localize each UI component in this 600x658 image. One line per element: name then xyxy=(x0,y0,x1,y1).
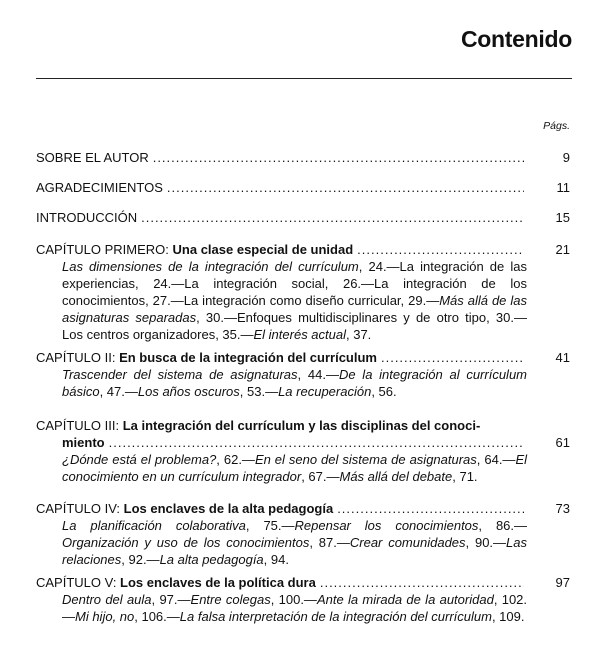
entry-sections xyxy=(62,451,527,485)
section-page-ref: , 64.— xyxy=(476,452,516,467)
entry-heading xyxy=(36,500,570,517)
section-page-ref: , 97.— xyxy=(151,592,191,607)
entry-label: CAPÍTULO II: xyxy=(36,350,120,365)
entry-heading-line1 xyxy=(36,417,570,434)
entry-label: CAPÍTULO PRIMERO: xyxy=(36,242,173,257)
entry-label: CAPÍTULO III: xyxy=(36,418,123,433)
section-title: Las relaciones xyxy=(62,535,528,567)
entry-sections xyxy=(62,591,527,625)
section-title: De la integración al currículum básico xyxy=(62,367,528,399)
section-title: La planificación colaborativa xyxy=(62,518,246,533)
section-page-ref: , 30.—Enfoques multidisciplinares y de otro tipo, 30.—Los centros organizadores, 35.— xyxy=(62,310,527,342)
dot-leader xyxy=(337,500,524,517)
section-page-ref: , 47.— xyxy=(99,384,138,399)
entry-heading xyxy=(36,241,570,258)
section-page-ref: , 106.— xyxy=(134,609,180,624)
section-page-ref: , 100.— xyxy=(270,592,317,607)
section-title: Ante la mirada de la autoridad xyxy=(316,592,494,607)
section-title: Las dimensiones de la integración del currículum xyxy=(62,259,359,274)
entry-title: En busca de la integración del currículum xyxy=(119,350,377,365)
section-page-ref: , 75.— xyxy=(245,518,295,533)
section-page-ref: , 37. xyxy=(346,327,372,342)
entry-page: 97 xyxy=(555,575,570,590)
section-title: Crear comunidades xyxy=(349,535,466,550)
entry-label: CAPÍTULO V: xyxy=(36,575,121,590)
section-page-ref: , 90.— xyxy=(465,535,507,550)
section-title: La falsa interpretación de la integración del currículum xyxy=(179,609,492,624)
dot-leader xyxy=(381,349,524,366)
section-title: Entre colegas xyxy=(190,592,271,607)
section-title: Más allá del debate xyxy=(339,469,453,484)
section-page-ref: , 53.— xyxy=(239,384,279,399)
dot-leader xyxy=(109,434,524,451)
entry-heading xyxy=(36,149,570,166)
entry-page: 73 xyxy=(555,501,570,516)
section-page-ref: , 87.— xyxy=(309,535,350,550)
section-title: Los años oscuros xyxy=(137,384,240,399)
entry-heading xyxy=(36,209,570,226)
entry-heading xyxy=(36,574,570,591)
section-page-ref: , 86.— xyxy=(478,518,528,533)
entry-page: 15 xyxy=(555,210,570,225)
entry-page: 11 xyxy=(556,180,570,195)
section-title: La alta pedagogía xyxy=(159,552,264,567)
toc-entry[interactable] xyxy=(36,417,570,485)
section-title: La recuperación xyxy=(278,384,372,399)
entry-label: CAPÍTULO IV: xyxy=(36,501,124,516)
toc-entry[interactable] xyxy=(36,574,570,625)
dot-leader xyxy=(357,241,524,258)
toc-entry[interactable] xyxy=(36,179,570,196)
entry-title-cont: miento xyxy=(62,435,105,450)
entry-label: INTRODUCCIÓN xyxy=(36,210,138,225)
entry-page: 21 xyxy=(555,242,570,257)
entry-page: 61 xyxy=(555,435,570,450)
section-title: Más allá de las asignaturas separadas xyxy=(62,293,527,325)
section-title: En el seno del sistema de asignaturas xyxy=(254,452,477,467)
toc-entry[interactable] xyxy=(36,241,570,343)
toc-entry[interactable] xyxy=(36,149,570,166)
section-title: Organización y uso de los conocimientos xyxy=(62,535,310,550)
section-page-ref: , 56. xyxy=(371,384,397,399)
section-title: Dentro del aula xyxy=(62,592,152,607)
toc-entry[interactable] xyxy=(36,349,570,400)
section-page-ref: , 24.—La integración de las experiencias, 24.—La integración social, 26.—La integración de los conocimientos, 27.—La integración como diseño curricular, 29.— xyxy=(62,259,527,308)
entry-label: AGRADECIMIENTOS xyxy=(36,180,163,195)
section-page-ref: , 109. xyxy=(491,609,525,624)
section-title: Trascender del sistema de asignaturas xyxy=(62,367,298,382)
entry-heading xyxy=(36,434,570,451)
section-title: El interés actual xyxy=(253,327,346,342)
entry-sections xyxy=(62,258,527,343)
section-page-ref: , 67.— xyxy=(301,469,340,484)
entry-title: Los enclaves de la alta pedagogía xyxy=(123,501,334,516)
section-title: Repensar los conocimientos xyxy=(294,518,479,533)
entry-title: Los enclaves de la política dura xyxy=(120,575,316,590)
section-page-ref: , 94. xyxy=(263,552,289,567)
entry-heading xyxy=(36,179,570,196)
entry-page: 41 xyxy=(555,350,570,365)
entry-sections xyxy=(62,517,527,568)
entry-title: Una clase especial de unidad xyxy=(172,242,354,257)
section-title: ¿Dónde está el problema? xyxy=(62,452,217,467)
page-title: Contenido xyxy=(461,26,572,52)
dot-leader xyxy=(320,574,524,591)
dot-leader xyxy=(153,149,524,166)
section-page-ref: , 92.— xyxy=(121,552,160,567)
section-page-ref: , 62.— xyxy=(216,452,255,467)
pages-column-label: Págs. xyxy=(543,120,570,132)
entry-sections xyxy=(62,366,527,400)
section-title: Mi hijo, no xyxy=(75,609,135,624)
toc-entry[interactable] xyxy=(36,500,570,568)
title-divider xyxy=(36,78,572,79)
section-page-ref: , 102.— xyxy=(62,592,528,624)
section-page-ref: , 71. xyxy=(452,469,478,484)
dot-leader xyxy=(167,179,524,196)
entry-label: SOBRE EL AUTOR xyxy=(36,150,149,165)
section-page-ref: , 44.— xyxy=(297,367,339,382)
entry-heading xyxy=(36,349,570,366)
section-title: El conocimiento en un currículum integrador xyxy=(62,452,527,484)
entry-page: 9 xyxy=(562,150,570,165)
toc-entry[interactable] xyxy=(36,209,570,226)
entry-title: La integración del currículum y las disciplinas del conoci- xyxy=(122,418,481,433)
dot-leader xyxy=(141,209,524,226)
